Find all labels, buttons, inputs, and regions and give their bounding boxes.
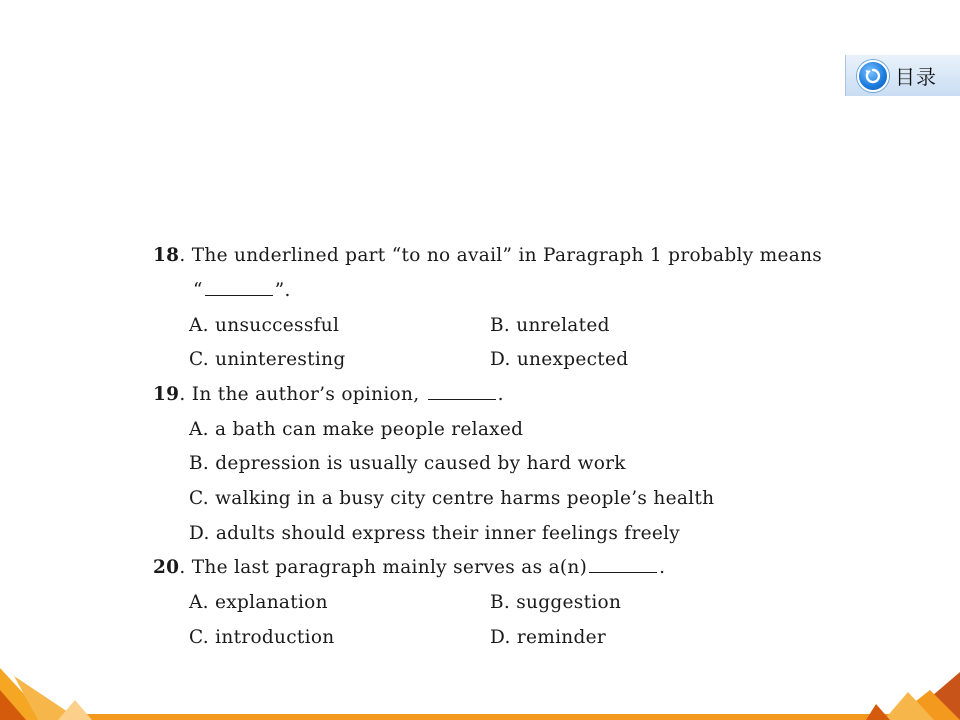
question-text: . In the author’s opinion, [179, 384, 420, 405]
question-number: 20 [153, 557, 180, 578]
open-quote: “ [193, 280, 203, 301]
question-19-stem [153, 384, 504, 405]
option-a[interactable]: A. unsuccessful [189, 315, 340, 336]
stem-end: . [659, 557, 666, 578]
option-c[interactable]: C. uninteresting [189, 349, 346, 370]
option-b[interactable]: B. suggestion [490, 592, 622, 613]
option-d[interactable]: D. unexpected [490, 349, 629, 370]
question-text: . The last paragraph mainly serves as a(n) [179, 557, 588, 578]
option-d[interactable]: D. reminder [490, 627, 607, 648]
question-18-stem [153, 245, 822, 266]
option-a[interactable]: A. a bath can make people relaxed [189, 419, 524, 440]
question-18-stem-cont [193, 280, 291, 301]
option-a[interactable]: A. explanation [189, 592, 328, 613]
option-c[interactable]: C. walking in a busy city centre harms people’s health [189, 488, 715, 509]
refresh-circle-icon [857, 60, 889, 92]
answer-blank [205, 281, 273, 296]
answer-blank [428, 385, 496, 400]
option-b[interactable]: B. depression is usually caused by hard work [189, 453, 626, 474]
toc-button[interactable] [845, 55, 960, 96]
question-number: 19 [153, 384, 180, 405]
answer-blank [589, 558, 657, 573]
question-number: 18 [153, 245, 180, 266]
option-d[interactable]: D. adults should express their inner feelings freely [189, 523, 681, 544]
question-20-stem [153, 557, 665, 578]
question-text: . The underlined part “to no avail” in Paragraph 1 probably means [179, 245, 823, 266]
toc-label: 目录 [895, 65, 937, 89]
option-b[interactable]: B. unrelated [490, 315, 610, 336]
stem-end: . [497, 384, 504, 405]
close-quote: ”. [274, 280, 291, 301]
option-c[interactable]: C. introduction [189, 627, 335, 648]
